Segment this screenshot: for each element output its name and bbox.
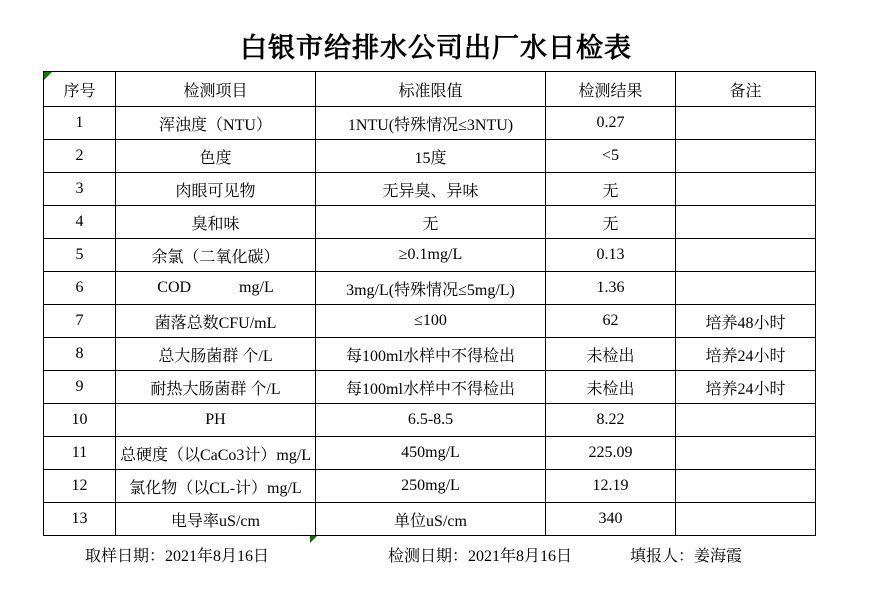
cell-no: 3	[44, 173, 116, 206]
cell-result: 无	[546, 173, 676, 206]
cell-no: 12	[44, 470, 116, 503]
cell-standard: 无异臭、异味	[316, 173, 546, 206]
table-row	[44, 470, 816, 503]
cell-item: PH	[116, 404, 316, 437]
cell-remark	[676, 107, 816, 140]
table-row	[44, 239, 816, 272]
cell-standard: 无	[316, 206, 546, 239]
table-row	[44, 404, 816, 437]
inspection-table	[43, 71, 816, 536]
cell-item: 电导率uS/cm	[116, 503, 316, 536]
cell-item: 总大肠菌群 个/L	[116, 338, 316, 371]
header-no	[44, 72, 116, 107]
cell-remark	[676, 272, 816, 305]
table-row	[44, 437, 816, 470]
cell-no: 8	[44, 338, 116, 371]
cell-no: 10	[44, 404, 116, 437]
cell-standard: 1NTU(特殊情况≤3NTU)	[316, 107, 546, 140]
table-row	[44, 338, 816, 371]
cell-remark	[676, 173, 816, 206]
cell-standard: 单位uS/cm	[316, 503, 546, 536]
header-row	[44, 72, 816, 107]
table-row	[44, 305, 816, 338]
header-no-label: 序号	[63, 82, 96, 100]
excel-green-marker-icon	[310, 536, 317, 543]
cell-result: 0.13	[546, 239, 676, 272]
header-standard: 标准限值	[316, 72, 546, 107]
cell-remark: 培养48小时	[676, 305, 816, 338]
cell-no: 1	[44, 107, 116, 140]
cell-remark	[676, 239, 816, 272]
header-item: 检测项目	[116, 72, 316, 107]
cell-item: 氯化物（以CL-计）mg/L	[116, 470, 316, 503]
cell-no: 6	[44, 272, 116, 305]
cell-item: COD mg/L	[116, 272, 316, 305]
cell-item: 肉眼可见物	[116, 173, 316, 206]
cell-remark	[676, 404, 816, 437]
cell-standard: 250mg/L	[316, 470, 546, 503]
table-row	[44, 107, 816, 140]
cell-result: 未检出	[546, 338, 676, 371]
cell-item: 余氯（二氧化碳）	[116, 239, 316, 272]
reporter-label: 填报人：姜海霞	[630, 548, 743, 565]
testing-date-label: 检测日期：2021年8月16日	[388, 548, 573, 565]
cell-remark	[676, 140, 816, 173]
cell-standard: 15度	[316, 140, 546, 173]
sampling-date-label: 取样日期：2021年8月16日	[85, 548, 270, 565]
cell-standard: 3mg/L(特殊情况≤5mg/L)	[316, 272, 546, 305]
excel-green-corner-icon	[44, 72, 52, 80]
cell-item: 浑浊度（NTU）	[116, 107, 316, 140]
cell-standard: ≤100	[316, 305, 546, 338]
table-row	[44, 173, 816, 206]
cell-result: 340	[546, 503, 676, 536]
cell-result: 0.27	[546, 107, 676, 140]
cell-no: 4	[44, 206, 116, 239]
table-row	[44, 503, 816, 536]
cell-standard: ≥0.1mg/L	[316, 239, 546, 272]
header-result: 检测结果	[546, 72, 676, 107]
cell-item: 耐热大肠菌群 个/L	[116, 371, 316, 404]
cell-remark	[676, 206, 816, 239]
cell-result: 62	[546, 305, 676, 338]
cell-item: 总硬度（以CaCo3计）mg/L	[116, 437, 316, 470]
cell-no: 5	[44, 239, 116, 272]
table-row	[44, 140, 816, 173]
cell-no: 11	[44, 437, 116, 470]
table-row	[44, 206, 816, 239]
cell-item: 菌落总数CFU/mL	[116, 305, 316, 338]
table-row	[44, 272, 816, 305]
cell-result: 1.36	[546, 272, 676, 305]
header-remark: 备注	[676, 72, 816, 107]
cell-standard: 450mg/L	[316, 437, 546, 470]
cell-remark	[676, 503, 816, 536]
cell-item: 色度	[116, 140, 316, 173]
cell-result: 225.09	[546, 437, 676, 470]
cell-no: 7	[44, 305, 116, 338]
cell-remark	[676, 437, 816, 470]
cell-no: 9	[44, 371, 116, 404]
cell-result: <5	[546, 140, 676, 173]
cell-remark	[676, 470, 816, 503]
cell-result: 无	[546, 206, 676, 239]
cell-item: 臭和味	[116, 206, 316, 239]
cell-result: 12.19	[546, 470, 676, 503]
cell-no: 2	[44, 140, 116, 173]
cell-standard: 每100ml水样中不得检出	[316, 338, 546, 371]
cell-standard: 每100ml水样中不得检出	[316, 371, 546, 404]
cell-result: 未检出	[546, 371, 676, 404]
cell-result: 8.22	[546, 404, 676, 437]
table-row	[44, 371, 816, 404]
cell-no: 13	[44, 503, 116, 536]
cell-remark: 培养24小时	[676, 371, 816, 404]
cell-standard: 6.5-8.5	[316, 404, 546, 437]
cell-remark: 培养24小时	[676, 338, 816, 371]
page-title: 白银市给排水公司出厂水日检表	[240, 33, 632, 63]
